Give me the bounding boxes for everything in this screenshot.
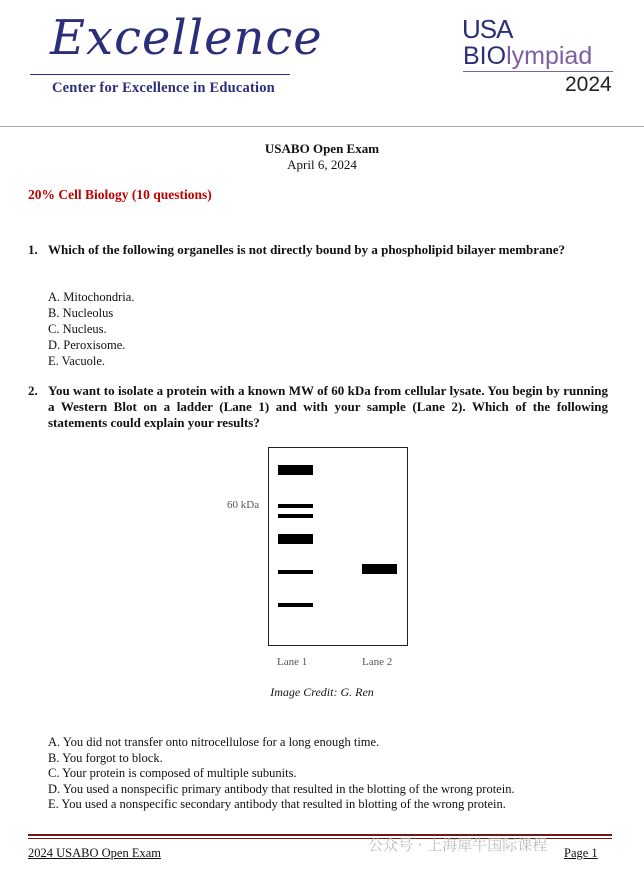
header-divider (0, 126, 644, 127)
q1-option-c[interactable]: C. Nucleus. (48, 322, 107, 336)
q2-option-e[interactable]: E. You used a nonspecific secondary antibody that resulted in blotting of the wrong protein. (48, 797, 506, 812)
lane1-band-5 (278, 570, 313, 574)
lane1-band-2 (278, 504, 313, 508)
western-blot-figure (268, 447, 408, 646)
blot-marker-label: 60 kDa (227, 499, 260, 511)
cee-logo: Excellence (50, 10, 323, 66)
footer-exam-name: 2024 USABO Open Exam (28, 846, 161, 860)
biolympiad-logo (463, 42, 592, 71)
cee-logo-subtitle: Center for Excellence in Education (52, 80, 275, 96)
question-2-options (48, 735, 515, 813)
lane1-band-3 (278, 514, 313, 518)
q2-option-a[interactable]: A. You did not transfer onto nitrocellulose for a long enough time. (48, 735, 380, 749)
q2-option-d[interactable]: D. You used a nonspecific primary antibody that resulted in the blotting of the wrong protein. (48, 781, 515, 796)
biolympiad-logo-bio: BIO (463, 42, 507, 70)
question-1 (28, 242, 608, 258)
question-1-number: 1. (28, 242, 38, 257)
lane1-band-1 (278, 465, 313, 475)
image-credit: Image Credit: G. Ren (270, 685, 374, 699)
question-2-number: 2. (28, 383, 38, 398)
biolympiad-logo-rule (463, 71, 613, 72)
lane1-band-6 (278, 603, 313, 607)
logo-divider (30, 74, 290, 75)
q2-option-c[interactable]: C. Your protein is composed of multiple subunits. (48, 766, 297, 781)
q1-option-e[interactable]: E. Vacuole. (48, 354, 106, 368)
wechat-watermark: 公众号 · 上海犀牛国际课程 (368, 836, 548, 854)
question-1-text: Which of the following organelles is not directly bound by a phospholipid bilayer membrane? (48, 242, 566, 257)
q1-option-a[interactable]: A. Mitochondria. (48, 290, 135, 304)
lane-2-label: Lane 2 (362, 656, 393, 668)
lane1-band-4 (278, 534, 313, 544)
lane-1-label: Lane 1 (277, 656, 308, 668)
question-2-text: You want to isolate a protein with a known MW of 60 kDa from cellular lysate. You begin by running a Western Blot on a ladder (Lane 1) and with your sample (Lane 2). Which of the following statements could explain your results? (48, 383, 608, 430)
biolympiad-logo-lympiad: lympiad (506, 42, 593, 70)
q2-option-b[interactable]: B. You forgot to block. (48, 750, 163, 765)
exam-title: USABO Open Exam (264, 141, 380, 156)
section-heading: 20% Cell Biology (10 questions) (28, 187, 212, 202)
exam-date: April 6, 2024 (287, 157, 357, 172)
lane2-band (362, 564, 397, 574)
q1-option-d[interactable]: D. Peroxisome. (48, 338, 126, 352)
biolympiad-logo-usa: USA (462, 14, 513, 44)
question-1-options (48, 289, 134, 369)
biolympiad-logo-year: 2024 (565, 73, 612, 96)
q1-option-b[interactable]: B. Nucleolus (48, 306, 114, 320)
question-2 (28, 383, 608, 431)
page-number: Page 1 (564, 846, 598, 860)
